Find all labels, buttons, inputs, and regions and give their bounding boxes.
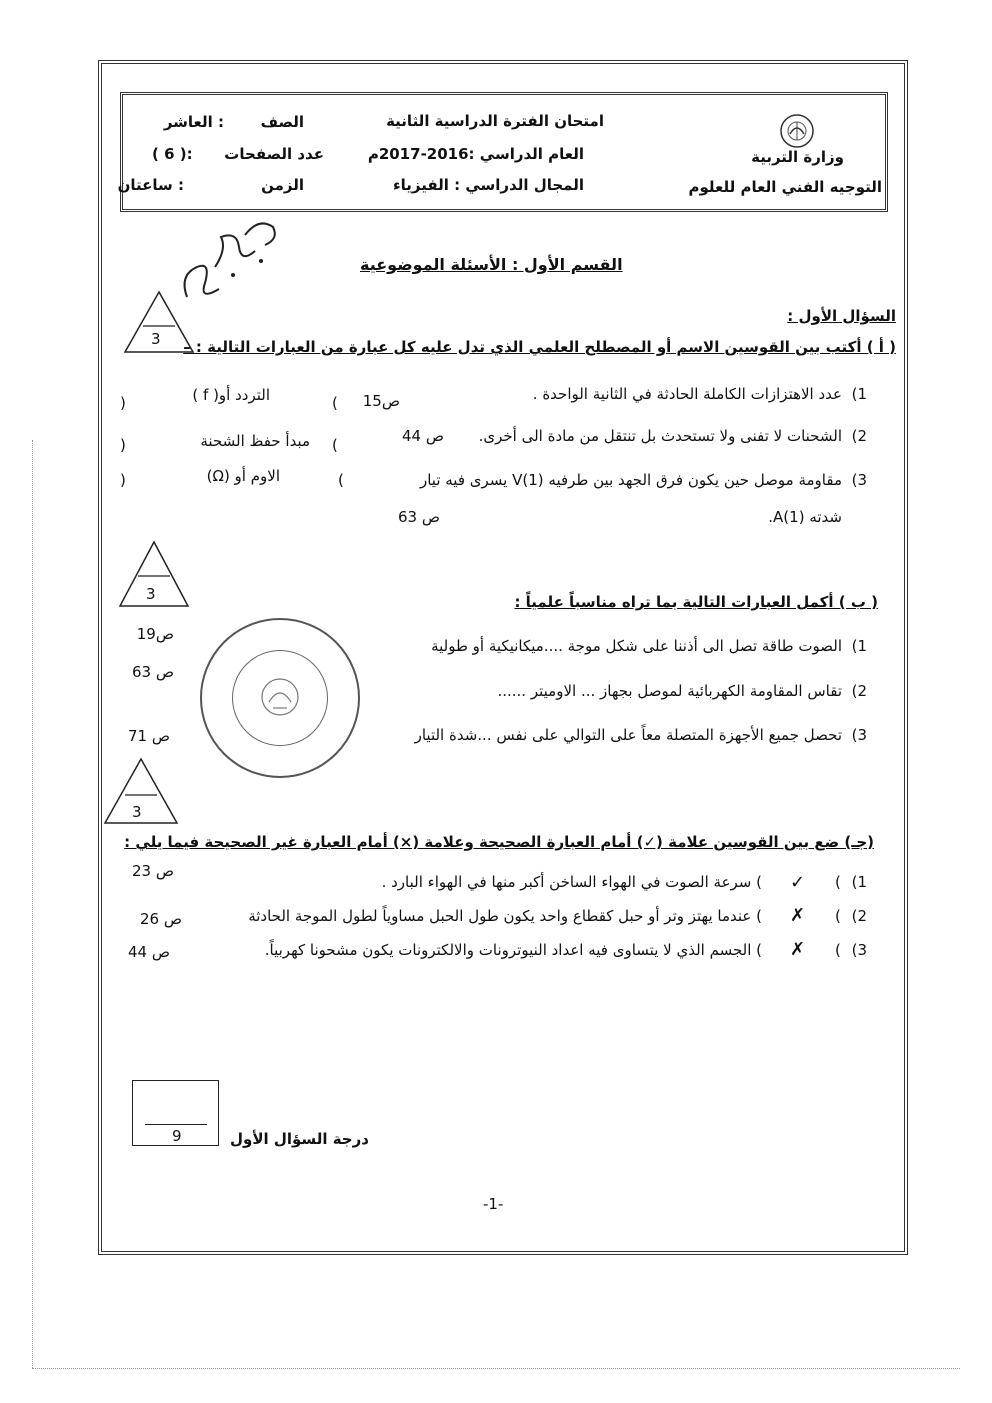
grade-value: : العاشر xyxy=(163,113,224,131)
part-a-item-3-open-paren: ( xyxy=(338,471,344,489)
total-score-label: درجة السؤال الأول xyxy=(230,1130,369,1148)
part-c-item-1-open-paren: ( xyxy=(835,873,841,891)
part-a-item-2-text: الشحنات لا تفنى ولا تستحدث بل تنتقل من مادة الى أخرى. xyxy=(478,427,842,445)
total-score: 9 xyxy=(172,1127,182,1145)
part-b-item-1-num: 1) xyxy=(851,637,867,655)
part-a-item-3-answer: الاوم أو (Ω) xyxy=(206,467,280,485)
part-b-item-3-text: تحصل جميع الأجهزة المتصلة معاً على التوالي على نفس ...شدة التيار xyxy=(414,726,842,744)
subject: المجال الدراسي : الفيزياء xyxy=(392,176,584,194)
grade-label: الصف xyxy=(260,113,304,131)
exam-title: امتحان الفترة الدراسية الثانية xyxy=(386,112,604,130)
score-c: 3 xyxy=(132,803,142,821)
part-a-item-2-page: ص 44 xyxy=(402,427,444,445)
score-b: 3 xyxy=(146,585,156,603)
part-a-item-3-page: ص 63 xyxy=(398,508,440,526)
question1-label: السؤال الأول : xyxy=(787,307,896,325)
part-a-item-3-close-paren: ) xyxy=(120,471,126,489)
part-c-item-3-num: 3) xyxy=(851,941,867,959)
pages-value: ( 6 ): xyxy=(152,145,193,163)
part-a-item-3-text: مقاومة موصل حين يكون فرق الجهد بين طرفيه V(1) يسرى فيه تيار xyxy=(419,471,842,489)
part-b-item-2-page: ص 63 xyxy=(132,663,174,681)
part-a-item-2-answer: مبدأ حفظ الشحنة xyxy=(200,432,310,450)
department-name: التوجيه الفني العام للعلوم xyxy=(688,178,882,196)
scan-edge-bottom xyxy=(32,1368,960,1369)
part-b-item-1-page: ص19 xyxy=(136,625,174,643)
part-c-item-3-text: ) الجسم الذي لا يتساوى فيه اعداد النيوترونات والالكترونات يكون مشحونا كهربياً. xyxy=(264,941,762,959)
part-a-item-1-num: 1) xyxy=(851,385,867,403)
part-a-item-1-open-paren: ( xyxy=(332,394,338,412)
part-c-item-3-open-paren: ( xyxy=(835,941,841,959)
part-c-item-2-page: ص 26 xyxy=(140,910,182,928)
academic-year: العام الدراسي :2016-2017م xyxy=(367,145,584,163)
scan-edge-left xyxy=(32,440,33,1368)
part-c-item-1-num: 1) xyxy=(851,873,867,891)
part-b-instruction: ( ب ) أكمل العبارات التالية بما تراه مناسباً علمياً : xyxy=(514,593,878,611)
ministry-name: وزارة التربية xyxy=(751,148,844,166)
part-a-item-3-num: 3) xyxy=(851,471,867,489)
part-a-item-1-answer: التردد أو( f ) xyxy=(192,386,270,404)
part-a-item-1-close-paren: ) xyxy=(120,394,126,412)
part-a-instruction: ( أ ) أكتب بين القوسين الاسم أو المصطلح العلمي الذي تدل عليه كل عبارة من العبارات التالية : – xyxy=(183,338,896,356)
part-b-item-3-num: 3) xyxy=(851,726,867,744)
time-value: : ساعتان xyxy=(117,176,184,194)
part-b-item-2-text: تقاس المقاومة الكهربائية لموصل بجهاز ... الاوميتر ...... xyxy=(497,682,842,700)
section-title: القسم الأول : الأسئلة الموضوعية xyxy=(360,255,623,274)
part-a-item-2-open-paren: ( xyxy=(332,436,338,454)
part-b-item-1-text: الصوت طاقة تصل الى أذننا على شكل موجة ....ميكانيكية أو طولية xyxy=(431,637,842,655)
part-c-item-1-text: ) سرعة الصوت في الهواء الساخن أكبر منها في الهواء البارد . xyxy=(381,873,762,891)
part-c-item-2-text: ) عندما يهتز وتر أو حبل كقطاع واحد يكون طول الحبل مساوياً لطول الموجة الحادثة xyxy=(248,907,762,925)
part-c-item-2-open-paren: ( xyxy=(835,907,841,925)
total-score-line xyxy=(145,1124,207,1125)
score-a: 3 xyxy=(151,330,161,348)
pages-label: عدد الصفحات xyxy=(224,145,324,163)
part-c-item-3-page: ص 44 xyxy=(128,943,170,961)
stamp-emblem-icon xyxy=(255,672,305,726)
page-number: -1- xyxy=(483,1195,504,1213)
part-c-item-2-mark: ✗ xyxy=(790,905,806,926)
part-a-item-2-num: 2) xyxy=(851,427,867,445)
part-a-item-3-text2: شدته A(1). xyxy=(768,508,842,526)
part-c-item-3-mark: ✗ xyxy=(790,939,806,960)
part-b-item-3-page: ص 71 xyxy=(128,727,170,745)
part-a-item-2-close-paren: ) xyxy=(120,436,126,454)
time-label: الزمن xyxy=(261,176,304,194)
part-c-item-2-num: 2) xyxy=(851,907,867,925)
part-a-item-1-page: ص15 xyxy=(362,392,400,410)
part-c-item-1-page: ص 23 xyxy=(132,862,174,880)
part-c-item-1-mark: ✓ xyxy=(790,872,806,893)
part-b-item-2-num: 2) xyxy=(851,682,867,700)
part-a-item-1-text: عدد الاهتزازات الكاملة الحادثة في الثانية الواحدة . xyxy=(532,385,842,403)
part-c-instruction: (جـ) ضع بين القوسين علامة (✓) أمام العبارة الصحيحة وعلامة (×) أمام العبارة غير الصحيحة فيما يلي : xyxy=(124,833,874,851)
